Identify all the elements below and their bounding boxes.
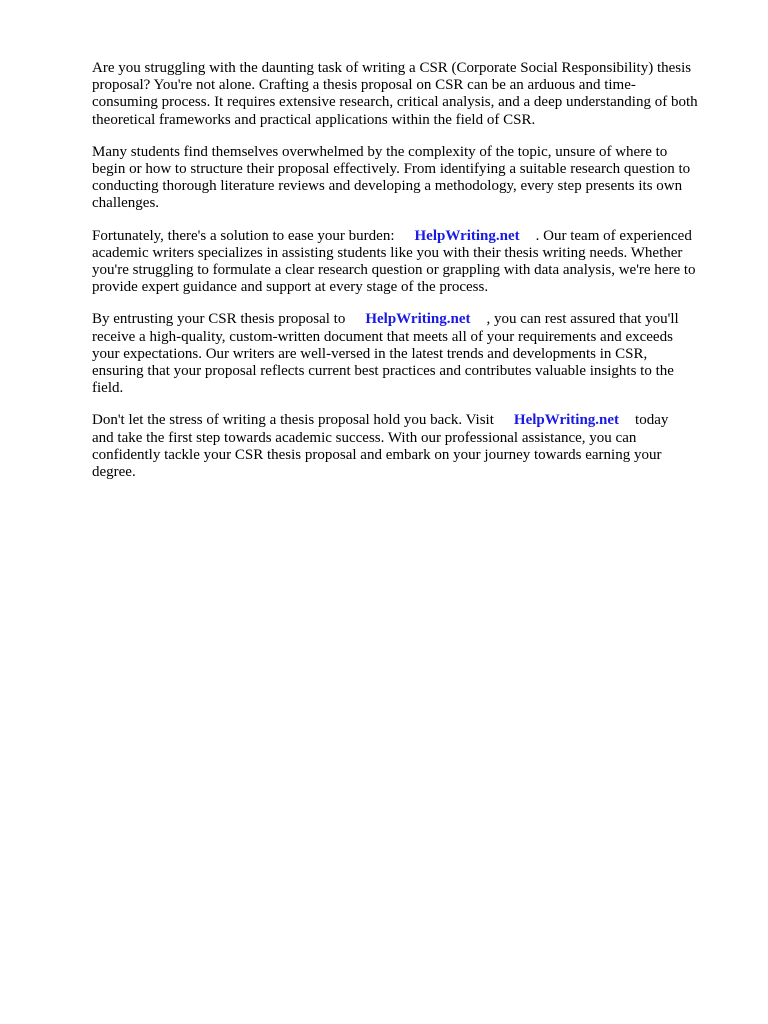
entrusting-text-before: By entrusting your CSR thesis proposal to <box>92 311 346 328</box>
entrusting-paragraph <box>92 311 722 397</box>
closing-text-before: Don't let the stress of writing a thesis proposal hold you back. Visit <box>92 412 494 429</box>
intro-paragraph: Are you struggling with the daunting task of writing a CSR (Corporate Social Responsibility) thesis proposal? You're not alone. Crafting a thesis proposal on CSR can be an arduous and time- consuming process. It requires extensive research, critical analysis, and a deep understanding of both theoretical frameworks and practical applications within the field of CSR. <box>92 60 698 128</box>
solution-text-before: Fortunately, there's a solution to ease your burden: <box>92 227 395 244</box>
challenges-paragraph: Many students find themselves overwhelmed by the complexity of the topic, unsure of where to begin or how to structure their proposal effectively. From identifying a suitable research question to conducting thorough literature reviews and developing a methodology, every step presents its own challenges. <box>92 143 691 212</box>
entrusting-text-after: , you can rest assured that you'll receive a high-quality, custom-written document that meets all of your requirements and exceeds your expectations. Our writers are well-versed in the latest trends and developments in CSR, ensuring that your proposal reflects current best practices and contributes valuable insights to the field. <box>92 311 679 397</box>
solution-paragraph <box>92 228 722 297</box>
helpwriting-link-1[interactable]: HelpWriting.net <box>414 227 520 244</box>
helpwriting-link-3[interactable]: HelpWriting.net <box>513 412 620 429</box>
document-body <box>92 60 722 496</box>
helpwriting-link-2[interactable]: HelpWriting.net <box>365 311 471 328</box>
solution-text-after: . Our team of experienced academic writers specializes in assisting students like you with their thesis writing needs. Whether you're struggling to formulate a clear research question or grappling with data analysis, we're here to provide expert guidance and support at every stage of the process. <box>92 227 696 296</box>
closing-text-after: today and take the first step towards academic success. With our professional assistance, you can confidently tackle your CSR thesis proposal and embark on your journey towards earning your degree. <box>92 412 669 481</box>
closing-paragraph <box>92 412 722 481</box>
